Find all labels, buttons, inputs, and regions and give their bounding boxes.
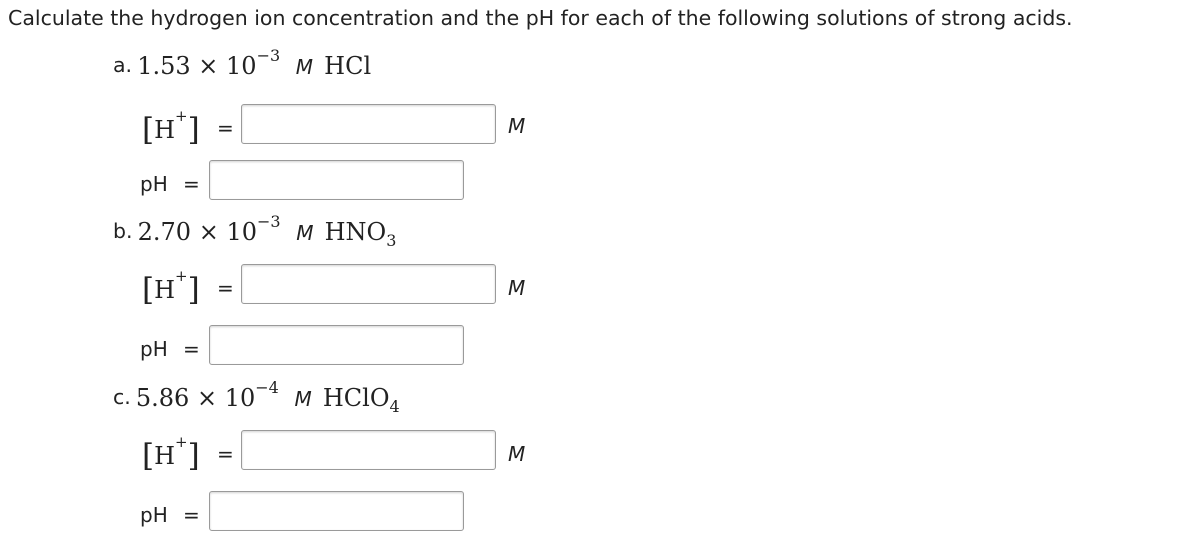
part-b-formula [324, 218, 397, 250]
bracket-open: [ [142, 438, 155, 474]
part-c-letter: c. [113, 385, 131, 409]
bracket-close: ] [187, 438, 200, 474]
part-c-hplus-input[interactable] [241, 430, 496, 470]
part-b-ph-input[interactable] [209, 325, 464, 365]
hydrogen-symbol: H [154, 276, 176, 304]
part-a-base: 10 [226, 52, 257, 80]
question-prompt: Calculate the hydrogen ion concentration and the pH for each of the following solutions of strong acids. [8, 6, 1073, 30]
charge-plus: + [175, 433, 188, 451]
hydrogen-symbol: H [154, 116, 176, 144]
part-b-formula-main: HNO [324, 218, 387, 246]
charge-plus: + [175, 267, 188, 285]
charge-plus: + [175, 107, 188, 125]
part-c-formula-sub: 4 [389, 397, 400, 416]
part-c-hplus-unit: M [508, 442, 526, 466]
part-c-hplus-label [142, 433, 200, 474]
part-a-letter: a. [113, 53, 133, 77]
part-c-formula-main: HClO [322, 384, 390, 412]
part-c-header [113, 378, 400, 420]
part-a-hplus-label [142, 107, 200, 148]
part-c-formula [322, 384, 400, 416]
part-a-ph-label: pH [140, 172, 168, 196]
part-a-header [113, 46, 372, 88]
hydrogen-symbol: H [154, 442, 176, 470]
part-b-letter: b. [113, 219, 133, 243]
part-a-ph-equals: = [183, 172, 200, 196]
bracket-open: [ [142, 272, 155, 308]
part-a-hplus-input[interactable] [241, 104, 496, 144]
part-c-ph-label: pH [140, 503, 168, 527]
part-a-ph-input[interactable] [209, 160, 464, 200]
part-a-molar-unit: M [295, 55, 314, 79]
part-c-coefficient: 5.86 [135, 384, 190, 412]
bracket-close: ] [187, 112, 200, 148]
part-c-ph-equals: = [183, 503, 200, 527]
bracket-open: [ [142, 112, 155, 148]
part-c-exponent: −4 [255, 378, 279, 397]
times-sign: × [196, 384, 218, 412]
part-a-hplus-equals: = [217, 116, 234, 140]
part-b-hplus-input[interactable] [241, 264, 496, 304]
part-b-concentration [137, 212, 289, 246]
part-a-exponent: −3 [256, 46, 281, 65]
part-c-concentration [135, 378, 287, 412]
part-b-ph-label: pH [140, 337, 168, 361]
part-b-base: 10 [226, 218, 257, 246]
part-a-formula [324, 52, 371, 80]
part-a-coefficient: 1.53 [137, 52, 191, 80]
part-c-ph-input[interactable] [209, 491, 464, 531]
part-b-hplus-equals: = [217, 276, 234, 300]
part-b-header [113, 212, 397, 254]
part-b-exponent: −3 [257, 212, 281, 231]
part-a-concentration [137, 46, 288, 80]
part-a-formula-main: HCl [324, 52, 372, 80]
part-a-hplus-unit: M [508, 114, 526, 138]
part-b-molar-unit: M [296, 221, 314, 245]
part-c-molar-unit: M [294, 387, 312, 411]
part-c-hplus-equals: = [217, 442, 234, 466]
part-b-ph-equals: = [183, 337, 200, 361]
part-b-formula-sub: 3 [386, 231, 397, 250]
part-b-hplus-unit: M [508, 276, 526, 300]
times-sign: × [198, 218, 219, 246]
part-b-coefficient: 2.70 [137, 218, 192, 246]
bracket-close: ] [187, 272, 200, 308]
part-b-hplus-label [142, 267, 200, 308]
times-sign: × [198, 52, 219, 80]
part-c-base: 10 [224, 384, 256, 412]
